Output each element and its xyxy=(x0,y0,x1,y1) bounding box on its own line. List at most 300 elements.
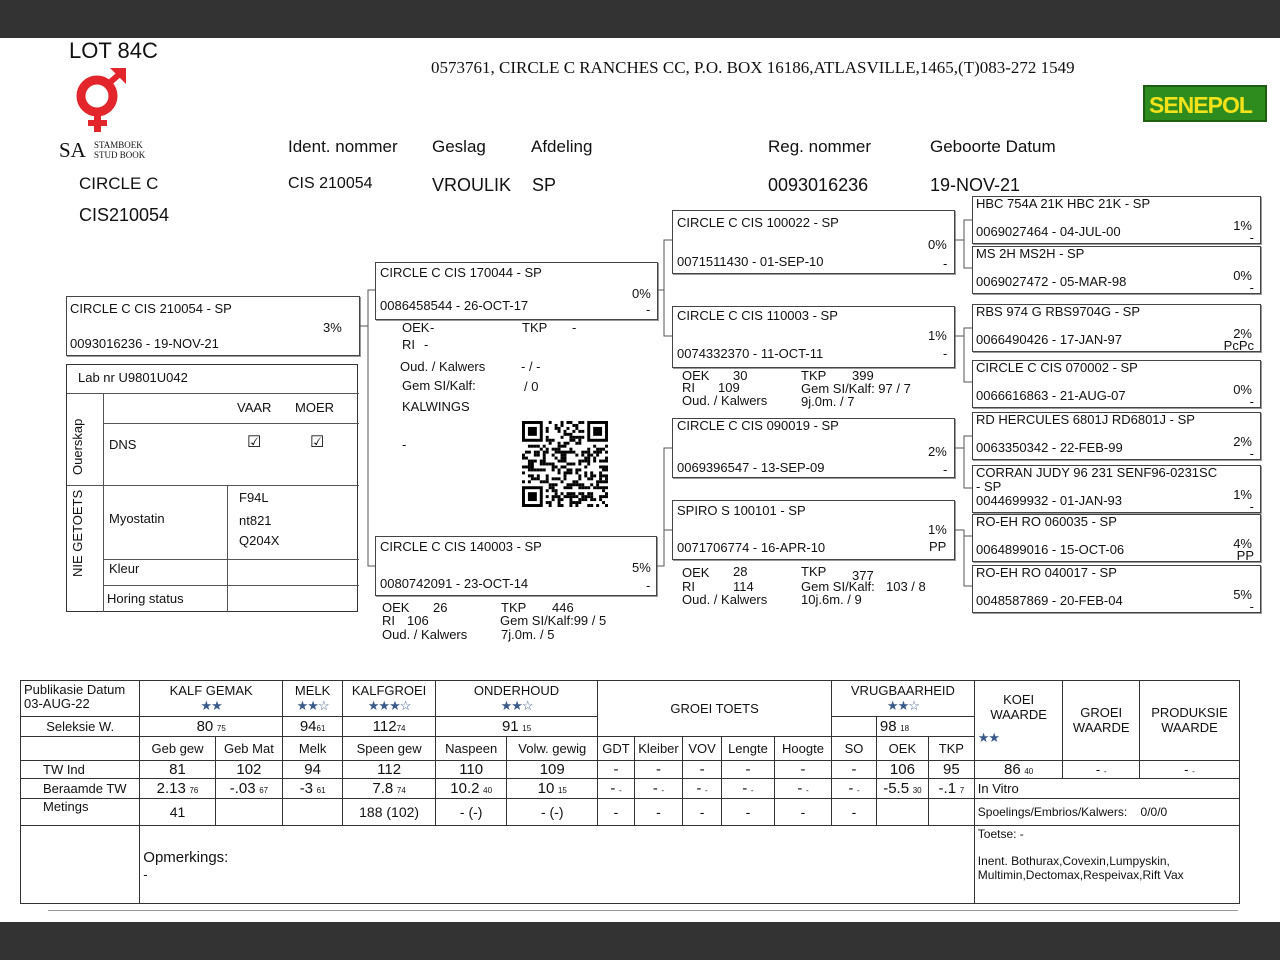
sire-ri-label: RI xyxy=(402,337,415,352)
geslag-value: VROULIK xyxy=(432,175,512,195)
nie-getoets-label: NIE GETOETS xyxy=(70,489,85,577)
ggp-box-8 xyxy=(972,565,1261,613)
gp4-gem-value: 103 / 8 xyxy=(886,579,926,594)
koei-waarde-header xyxy=(974,681,1063,761)
btw-value-3 xyxy=(283,779,343,799)
ggp3-extra: PcPc xyxy=(1223,338,1254,353)
spoelings-value: 0/0/0 xyxy=(1140,805,1168,820)
sire-pct: 0% xyxy=(632,286,651,301)
btw-sub-8: - xyxy=(661,786,665,796)
btw-sub-11: - xyxy=(805,786,809,796)
tw-value-4: 112 xyxy=(343,761,436,779)
ggp-box-6 xyxy=(972,465,1261,513)
btw-val-12: - xyxy=(848,780,854,798)
myostatin-nt821: nt821 xyxy=(239,513,272,528)
ggp4-reg: 0066616863 - 21-AUG-07 xyxy=(976,388,1126,403)
sel-vrug-val: 98 xyxy=(879,718,897,736)
btw-sub-1: 76 xyxy=(189,786,199,796)
btw-sub-7: - xyxy=(618,786,622,796)
groei-waarde-header: GROEI WAARDE xyxy=(1063,681,1139,761)
gp4-gem-label: Gem SI/Kalf: xyxy=(801,579,875,594)
met-value-3 xyxy=(283,799,343,825)
animal-code: CIS210054 xyxy=(79,205,170,225)
btw-value-6 xyxy=(507,779,598,799)
btw-val-6: 10 xyxy=(537,780,555,798)
ggp8-reg: 0048587869 - 20-FEB-04 xyxy=(976,593,1123,608)
ouerskap-label: Ouerskap xyxy=(70,418,85,475)
sire-oek-value: - xyxy=(430,320,435,335)
met-value-13 xyxy=(876,799,928,825)
btw-val-7: - xyxy=(610,780,616,798)
ggp6-extra: - xyxy=(1249,499,1254,514)
col-header-11: Hoogte xyxy=(774,737,831,761)
gp1-reg: 0071511430 - 01-SEP-10 xyxy=(677,254,824,269)
gp4-name: SPIRO S 100101 - SP xyxy=(677,503,806,518)
gp2-oud-label: Oud. / Kalwers xyxy=(682,393,768,408)
btw-val-4: 7.8 xyxy=(372,780,394,798)
senepol-logo-text: SENEPOL xyxy=(1149,92,1252,118)
met-label: Metings xyxy=(21,799,140,825)
kalf-gemak-label: KALF GEMAK xyxy=(169,683,253,699)
ggp7-extra: PP xyxy=(1236,548,1254,563)
sire-oud-value: - / - xyxy=(521,359,541,374)
dam-tkp-value: 446 xyxy=(552,600,574,615)
gp4-tkp-value: 377 xyxy=(852,568,874,583)
dam-tkp-label: TKP xyxy=(501,600,527,615)
sel-kg-sub: 75 xyxy=(216,724,226,734)
tw-value-11: - xyxy=(774,761,831,779)
gp2-name: CIRCLE C CIS 110003 - SP xyxy=(677,308,838,323)
ggp7-reg: 0064899016 - 15-OCT-06 xyxy=(976,542,1125,557)
btw-sub-13: 30 xyxy=(912,786,922,796)
tw-prod-cell xyxy=(1139,761,1239,779)
spoelings-cell xyxy=(974,799,1239,825)
opmerkings-label: Opmerkings: xyxy=(143,848,229,866)
gp4-oek-value: 28 xyxy=(733,564,748,579)
col-header-14: TKP xyxy=(928,737,974,761)
gp4-extra: PP xyxy=(929,539,947,554)
kleur-label: Kleur xyxy=(109,561,140,576)
kalfgroei-header xyxy=(343,681,436,717)
ggp2-reg: 0069027472 - 05-MAR-98 xyxy=(976,274,1127,289)
btw-sub-6: 15 xyxy=(557,786,567,796)
vrugbaarheid-header xyxy=(832,681,975,717)
geboorte-value: 19-NOV-21 xyxy=(930,175,1021,195)
qr-code xyxy=(522,421,608,507)
horing-label: Horing status xyxy=(107,591,184,606)
tw-value-5: 110 xyxy=(435,761,506,779)
met-value-12: - xyxy=(832,799,877,825)
pub-cell xyxy=(21,681,140,717)
dam-reg: 0080742091 - 23-OCT-14 xyxy=(380,576,529,591)
btw-val-14: -.1 xyxy=(938,780,957,798)
afdeling-value: SP xyxy=(532,175,557,195)
gp4-ri-value: 114 xyxy=(733,579,754,594)
metings-row xyxy=(21,799,1240,825)
sel-kalfgroei xyxy=(343,717,436,737)
sel-kalf-gemak xyxy=(140,717,283,737)
col-header-1: Geb gew xyxy=(140,737,215,761)
col-header-8: Kleiber xyxy=(634,737,682,761)
col-header-2: Geb Mat xyxy=(215,737,282,761)
ggp1-reg: 0069027464 - 04-JUL-00 xyxy=(976,224,1121,239)
dam-box xyxy=(375,536,657,596)
gp2-gem: Gem SI/Kalf: 97 / 7 xyxy=(801,381,911,396)
self-name: CIRCLE C CIS 210054 - SP xyxy=(70,301,232,316)
ggp5-pct: 2% xyxy=(1233,434,1252,449)
tw-prod-sub: - xyxy=(1192,767,1195,777)
ggp3-reg: 0066490426 - 17-JAN-97 xyxy=(976,332,1122,347)
ggp1-extra: - xyxy=(1249,230,1254,245)
studbook-text: STUD BOOK xyxy=(94,150,146,160)
ggp2-name: MS 2H MS2H - SP xyxy=(976,246,1085,261)
met-value-10: - xyxy=(721,799,774,825)
gp4-ri-label: RI xyxy=(682,579,695,594)
ggp-box-7 xyxy=(972,514,1261,562)
lab-box xyxy=(66,364,358,612)
btw-value-8 xyxy=(634,779,682,799)
btw-value-11 xyxy=(774,779,831,799)
btw-sub-5: 40 xyxy=(483,786,493,796)
sel-onderhoud xyxy=(435,717,597,737)
ggp6-name2: - SP xyxy=(976,479,1002,494)
btw-value-4 xyxy=(343,779,436,799)
btw-val-8: - xyxy=(652,780,658,798)
btw-sub-4: 74 xyxy=(396,786,406,796)
self-reg: 0093016236 - 19-NOV-21 xyxy=(70,336,219,351)
sire-box xyxy=(375,262,658,320)
melk-stars: ★★☆ xyxy=(296,697,329,713)
myostatin-label: Myostatin xyxy=(109,511,165,526)
gp2-oek-value: 30 xyxy=(733,368,748,383)
tw-value-1: 81 xyxy=(140,761,215,779)
moer-label: MOER xyxy=(295,400,334,415)
dam-oud-label: Oud. / Kalwers xyxy=(382,627,468,642)
col-header-5: Naspeen xyxy=(435,737,506,761)
met-value-5: - (-) xyxy=(435,799,506,825)
met-value-4: 188 (102) xyxy=(343,799,436,825)
tw-value-10: - xyxy=(721,761,774,779)
myostatin-q204x: Q204X xyxy=(239,533,280,548)
dam-ri-value: 106 xyxy=(407,613,429,628)
gp3-extra: - xyxy=(943,462,948,477)
gp2-reg: 0074332370 - 11-OCT-11 xyxy=(677,346,824,361)
afdeling-label: Afdeling xyxy=(531,137,593,156)
col-header-4: Speen gew xyxy=(343,737,436,761)
onderhoud-stars: ★★☆ xyxy=(500,697,533,713)
btw-val-2: -.03 xyxy=(229,780,256,798)
sire-oek-label: OEK xyxy=(402,320,430,335)
btw-sub-14: 7 xyxy=(959,786,965,796)
dam-oek-value: 26 xyxy=(433,600,448,615)
onderhoud-header xyxy=(435,681,597,717)
ggp-box-1 xyxy=(972,196,1261,244)
gp4-oud-label: Oud. / Kalwers xyxy=(682,592,768,607)
gp2-ri-value: 109 xyxy=(718,380,740,395)
btw-label: Beraamde TW xyxy=(21,779,140,799)
sel-kg-val: 80 xyxy=(196,718,214,736)
sa-text: SA xyxy=(59,138,86,162)
sel-ond-sub: 15 xyxy=(522,724,532,734)
gp-box-2 xyxy=(672,306,955,368)
dam-oek-label: OEK xyxy=(382,600,410,615)
opmerkings-cell xyxy=(140,825,974,903)
ggp7-pct: 4% xyxy=(1233,536,1252,551)
tw-value-3: 94 xyxy=(283,761,343,779)
sire-oud-label: Oud. / Kalwers xyxy=(400,359,486,374)
dam-extra: - xyxy=(646,578,651,593)
toetse-label: Toetse: - xyxy=(977,826,1024,841)
opmerkings-value: - xyxy=(143,867,148,883)
tw-value-7: - xyxy=(598,761,635,779)
in-vitro-cell: In Vitro xyxy=(974,779,1239,799)
met-value-11: - xyxy=(774,799,831,825)
gp1-name: CIRCLE C CIS 100022 - SP xyxy=(677,215,839,230)
stamboek-text: STAMBOEK xyxy=(94,140,143,150)
dns-label: DNS xyxy=(109,437,137,452)
sire-kalwings: KALWINGS xyxy=(402,399,470,414)
ggp4-extra: - xyxy=(1249,394,1254,409)
breeder-address: 0573761, CIRCLE C RANCHES CC, P.O. BOX 16186,ATLASVILLE,1465,(T)083-272 1549 xyxy=(431,58,1075,77)
ggp8-pct: 5% xyxy=(1233,587,1252,602)
bottom-bar xyxy=(0,922,1280,960)
btw-val-11: - xyxy=(797,780,803,798)
sel-vrug-empty xyxy=(832,717,877,737)
gp3-pct: 2% xyxy=(928,444,947,459)
tw-groei-sub: - xyxy=(1103,767,1107,777)
met-value-8: - xyxy=(634,799,682,825)
met-value-9: - xyxy=(683,799,722,825)
melk-label: MELK xyxy=(294,683,331,699)
ggp4-name: CIRCLE C CIS 070002 - SP xyxy=(976,360,1138,375)
btw-value-9 xyxy=(683,779,722,799)
ggp-box-3 xyxy=(972,304,1261,352)
ggp2-extra: - xyxy=(1249,280,1254,295)
gp2-oek-label: OEK xyxy=(682,368,710,383)
btw-value-10 xyxy=(721,779,774,799)
btw-value-7 xyxy=(598,779,635,799)
col-header-10: Lengte xyxy=(721,737,774,761)
myostatin-f94l: F94L xyxy=(239,490,269,505)
tw-koei-waarde xyxy=(974,761,1063,779)
ident-label: Ident. nommer xyxy=(288,137,398,156)
gp4-reg: 0071706774 - 16-APR-10 xyxy=(677,540,826,555)
produksie-waarde-header: PRODUKSIE WAARDE xyxy=(1139,681,1239,761)
tw-groei-val: - xyxy=(1095,762,1101,778)
kalf-gemak-stars: ★★ xyxy=(200,697,222,713)
dam-oud-value: 7j.0m. / 5 xyxy=(501,627,555,642)
lab-number: Lab nr U9801U042 xyxy=(78,370,188,385)
koei-waarde-stars: ★★ xyxy=(977,729,1000,745)
btw-sub-10: - xyxy=(750,786,754,796)
ggp-box-4 xyxy=(972,360,1261,408)
beraamde-tw-row xyxy=(21,779,1240,799)
btw-val-1: 2.13 xyxy=(156,780,186,798)
sire-gem-value: / 0 xyxy=(524,379,539,394)
sire-tkp-label: TKP xyxy=(522,320,548,335)
gp1-extra: - xyxy=(943,256,948,271)
col-header-3: Melk xyxy=(283,737,343,761)
koei-waarde-label: KOEI WAARDE xyxy=(990,692,1047,722)
tw-label: TW Ind xyxy=(21,761,140,779)
col-header-12: SO xyxy=(832,737,877,761)
pub-label: Publikasie Datum xyxy=(24,682,126,697)
performance-table xyxy=(20,680,1240,904)
tw-ind-row xyxy=(21,761,1240,779)
tw-value-9: - xyxy=(683,761,722,779)
opm-empty xyxy=(21,825,140,903)
btw-value-5 xyxy=(435,779,506,799)
btw-val-3: -3 xyxy=(299,780,314,798)
btw-val-13: -5.5 xyxy=(883,780,910,798)
geslag-label: Geslag xyxy=(432,137,486,156)
ggp6-pct: 1% xyxy=(1233,487,1252,502)
inent-cell xyxy=(974,825,1239,903)
btw-value-12 xyxy=(832,779,877,799)
ggp5-extra: - xyxy=(1249,446,1254,461)
tw-prod-val: - xyxy=(1184,762,1189,778)
col-header-9: VOV xyxy=(683,737,722,761)
tw-value-6: 109 xyxy=(507,761,598,779)
met-value-14 xyxy=(928,799,974,825)
vaar-label: VAAR xyxy=(237,400,272,415)
sire-reg: 0086458544 - 26-OCT-17 xyxy=(380,298,529,313)
seleksie-label: Seleksie W. xyxy=(21,717,140,737)
dns-vaar-check: ☑ xyxy=(247,434,262,451)
sel-vrugbaarheid xyxy=(876,717,974,737)
kalfgroei-stars: ★★★☆ xyxy=(367,697,411,713)
col-empty xyxy=(21,737,140,761)
btw-value-14 xyxy=(928,779,974,799)
sa-studbook-logo xyxy=(66,66,136,136)
tw-value-8: - xyxy=(634,761,682,779)
ident-value: CIS 210054 xyxy=(288,175,373,192)
vrugbaarheid-label: VRUGBAARHEID xyxy=(850,683,955,699)
btw-val-10: - xyxy=(742,780,748,798)
btw-value-1 xyxy=(140,779,215,799)
ggp5-reg: 0063350342 - 22-FEB-99 xyxy=(976,440,1123,455)
gp4-tkp-label: TKP xyxy=(801,564,827,579)
self-pct: 3% xyxy=(323,320,342,335)
ggp2-pct: 0% xyxy=(1233,268,1252,283)
sel-kalf-val: 112 xyxy=(372,718,397,736)
gp2-tkp-label: TKP xyxy=(801,368,827,383)
inent-line1: Inent. Bothurax,Covexin,Lumpyskin, xyxy=(977,854,1170,869)
sel-melk xyxy=(283,717,343,737)
sel-ond-val: 91 xyxy=(501,718,519,736)
lot-number: LOT 84C xyxy=(69,38,158,63)
tw-value-2: 102 xyxy=(215,761,282,779)
gp-box-1 xyxy=(672,210,955,274)
ggp8-extra: - xyxy=(1249,599,1254,614)
pub-date: 03-AUG-22 xyxy=(24,696,90,712)
ggp6-reg: 0044699932 - 01-JAN-93 xyxy=(976,493,1122,508)
groei-toets-header: GROEI TOETS xyxy=(598,681,832,737)
col-header-7: GDT xyxy=(598,737,635,761)
ggp-box-2 xyxy=(972,246,1261,294)
ggp5-name: RD HERCULES 6801J RD6801J - SP xyxy=(976,412,1195,427)
geboorte-label: Geboorte Datum xyxy=(930,137,1056,156)
tw-koei-sub: 40 xyxy=(1024,767,1034,777)
sel-melk-sub: 61 xyxy=(316,724,326,734)
gp4-pct: 1% xyxy=(928,522,947,537)
btw-sub-12: - xyxy=(856,786,860,796)
kalfgroei-label: KALFGROEI xyxy=(351,683,427,699)
ggp7-name: RO-EH RO 060035 - SP xyxy=(976,514,1117,529)
animal-prefix: CIRCLE C xyxy=(79,174,159,193)
btw-sub-9: - xyxy=(705,786,708,796)
ggp4-pct: 0% xyxy=(1233,382,1252,397)
sire-kalwings-value: - xyxy=(402,437,407,452)
btw-val-9: - xyxy=(696,780,702,798)
sire-gem-label: Gem SI/Kalf: xyxy=(402,378,476,393)
dam-name: CIRCLE C CIS 140003 - SP xyxy=(380,539,542,554)
gp1-pct: 0% xyxy=(928,237,947,252)
gp2-oud-value: 9j.0m. / 7 xyxy=(801,394,855,409)
sel-kalf-sub: 74 xyxy=(396,724,406,734)
self-box xyxy=(66,296,360,356)
dam-ri-label: RI xyxy=(382,613,395,628)
senepol-logo xyxy=(1143,85,1267,122)
melk-header xyxy=(283,681,343,717)
dns-moer-check: ☑ xyxy=(310,434,325,451)
sel-melk-val: 94 xyxy=(299,718,317,736)
spoelings-label: Spoelings/Embrios/Kalwers: xyxy=(977,805,1128,820)
gp4-oud-value: 10j.6m. / 9 xyxy=(801,592,862,607)
reg-value: 0093016236 xyxy=(768,175,869,195)
tw-value-13: 106 xyxy=(876,761,928,779)
reg-label: Reg. nommer xyxy=(768,137,871,156)
sire-extra: - xyxy=(646,302,651,317)
gp3-name: CIRCLE C CIS 090019 - SP xyxy=(677,418,839,433)
sel-vrug-sub: 18 xyxy=(900,724,910,734)
ggp3-pct: 2% xyxy=(1233,326,1252,341)
ggp6-name: CORRAN JUDY 96 231 SENF96-0231SC xyxy=(976,465,1218,480)
col-header-6: Volw. gewig xyxy=(507,737,598,761)
top-bar xyxy=(0,0,1280,38)
ggp1-pct: 1% xyxy=(1233,218,1252,233)
btw-val-5: 10.2 xyxy=(450,780,480,798)
dam-pct: 5% xyxy=(632,560,651,575)
met-value-2 xyxy=(215,799,282,825)
gp2-extra: - xyxy=(943,346,948,361)
vrugbaarheid-stars: ★★☆ xyxy=(886,697,919,713)
gp2-tkp-value: 399 xyxy=(852,368,874,383)
inent-line2: Multimin,Dectomax,Respeivax,Rift Vax xyxy=(977,867,1184,882)
tw-value-12: - xyxy=(832,761,877,779)
gp-box-4 xyxy=(672,500,955,560)
ggp3-name: RBS 974 G RBS9704G - SP xyxy=(976,304,1141,319)
gp3-reg: 0069396547 - 13-SEP-09 xyxy=(677,460,825,475)
dam-gem: Gem SI/Kalf:99 / 5 xyxy=(500,613,607,628)
ggp-box-5 xyxy=(972,412,1261,460)
tw-value-14: 95 xyxy=(928,761,974,779)
sire-ri-value: - xyxy=(424,337,429,352)
kalf-gemak-header xyxy=(140,681,283,717)
gp-box-3 xyxy=(672,418,955,478)
gp2-ri-label: RI xyxy=(682,380,695,395)
met-value-6: - (-) xyxy=(507,799,598,825)
sire-tkp-value: - xyxy=(572,320,577,335)
tw-koei-val: 86 xyxy=(1004,761,1021,779)
opmerkings-row xyxy=(21,825,1240,903)
btw-sub-3: 61 xyxy=(316,786,326,796)
ggp1-name: HBC 754A 21K HBC 21K - SP xyxy=(976,196,1151,211)
onderhoud-label: ONDERHOUD xyxy=(473,683,560,699)
met-value-7: - xyxy=(598,799,635,825)
bottom-rule xyxy=(48,910,1238,911)
col-header-13: OEK xyxy=(876,737,928,761)
